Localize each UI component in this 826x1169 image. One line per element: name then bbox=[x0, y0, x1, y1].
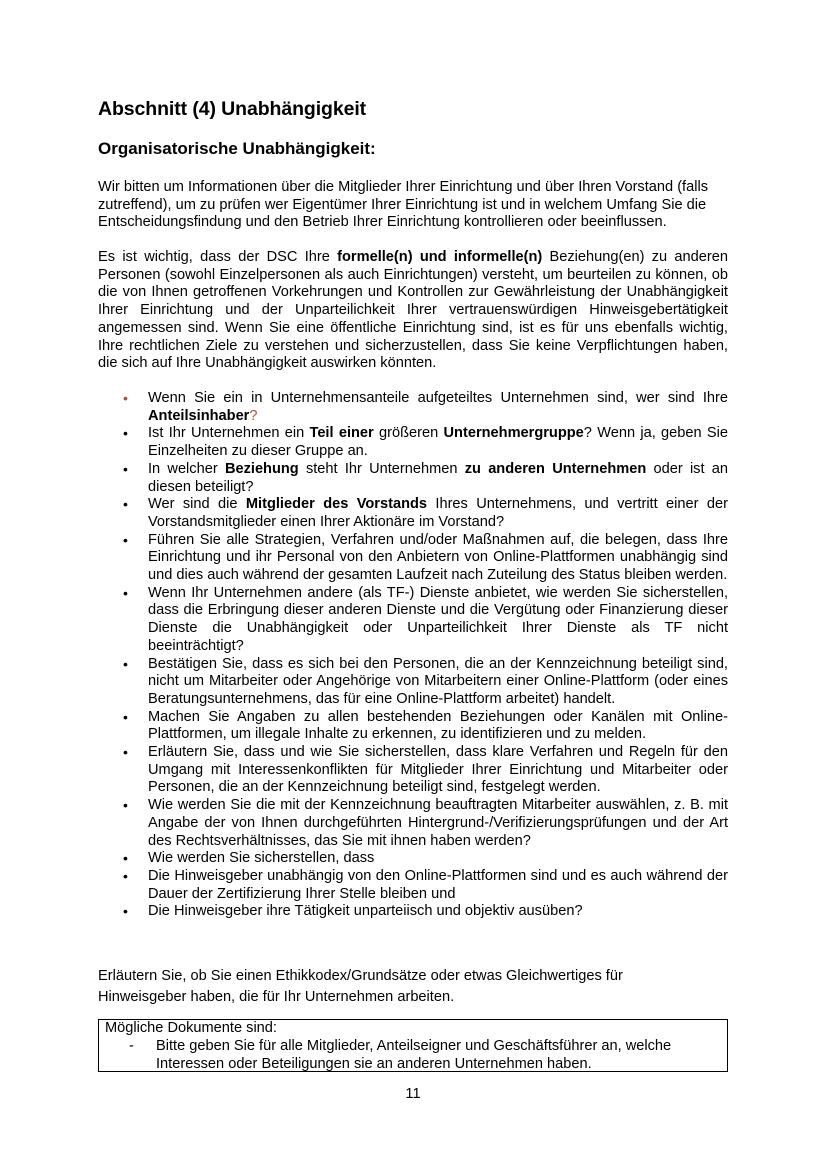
list-item bbox=[98, 496, 728, 531]
section-heading: Abschnitt (4) Unabhängigkeit bbox=[98, 98, 367, 120]
documents-box-header: Mögliche Dokumente sind: bbox=[105, 1020, 277, 1036]
list-item bbox=[98, 868, 728, 903]
bullet-icon: • bbox=[123, 496, 128, 513]
bullet-icon: • bbox=[123, 867, 128, 884]
possible-documents-box bbox=[98, 1019, 728, 1072]
list-item-text: größeren bbox=[373, 425, 444, 442]
bullet-icon: • bbox=[123, 744, 128, 761]
list-item-text: Ist Ihr Unternehmen ein bbox=[148, 425, 310, 442]
list-item-emphasis: Teil einer bbox=[309, 425, 374, 442]
list-item-text: ? bbox=[249, 407, 258, 424]
dash-bullet: - bbox=[129, 1038, 134, 1054]
list-item-text: Bestätigen Sie, dass es sich bei den Personen, die an der Kennzeichnung beteiligt sind, nicht um Mitarbeiter oder Angehörige von Mitarbeitern einer Online-Plattform (oder eines Beratungsunternehmens, das für eine Online-Plattform arbeitet) handelt. bbox=[148, 655, 728, 707]
list-item bbox=[98, 425, 728, 460]
bullet-icon: • bbox=[123, 903, 128, 920]
list-item bbox=[98, 709, 728, 744]
list-item-text: ? Wenn ja, geben Sie Einzelheiten zu dieser Gruppe an. bbox=[148, 425, 728, 460]
list-item-text: In welcher bbox=[148, 460, 225, 477]
list-item bbox=[98, 532, 728, 585]
bullet-icon: • bbox=[123, 708, 128, 725]
bullet-icon: • bbox=[123, 655, 128, 672]
list-item-text: Machen Sie Angaben zu allen bestehenden Beziehungen oder Kanälen mit Online-Plattformen, um illegale Inhalte zu erkennen, zu identifizieren und zu melden. bbox=[148, 708, 728, 743]
paragraph-text: Beziehung(en) zu anderen Personen (sowohl Einzelpersonen als auch Einrichtungen) versteht, um beurteilen zu können, ob die von Ihnen getroffenen Vorkehrungen und Kontrollen zur Gewährleistung der Unabhängigkeit Ihrer Einrichtung und der Unparteilichkeit Ihrer vertrauenswürdigen Hinweisgebertätigkeit angemessen sind. Wenn Sie eine öffentliche Einrichtung sind, ist es für uns ebenfalls wichtig, Ihre rechtlichen Ziele zu verstehen und sicherzustellen, dass Sie keine Verpflichtungen haben, die sich auf Ihre Unabhängigkeit auswirken könnten. bbox=[98, 249, 728, 372]
list-item-text: Die Hinweisgeber unabhängig von den Online-Plattformen sind und es auch während der Dauer der Zertifizierung Ihrer Stelle bleiben und bbox=[148, 867, 728, 902]
list-item-text: Wer sind die bbox=[148, 496, 246, 513]
list-item-text: Ihres Unternehmens, und vertritt einer der Vorstandsmitglieder einen Ihrer Aktionäre im Vorstand? bbox=[148, 496, 728, 530]
list-item bbox=[98, 390, 728, 425]
list-item-emphasis: Unternehmergruppe bbox=[443, 425, 584, 442]
list-item bbox=[98, 903, 728, 921]
list-item-text: Die Hinweisgeber ihre Tätigkeit unparteiisch und objektiv ausüben? bbox=[148, 903, 583, 920]
bullet-icon: • bbox=[123, 460, 128, 477]
list-item-emphasis: Mitglieder des Vorstands bbox=[245, 496, 428, 513]
bullet-icon: • bbox=[123, 531, 128, 548]
list-item bbox=[98, 797, 728, 850]
list-item-text: Erläutern Sie, dass und wie Sie sicherstellen, dass klare Verfahren und Regeln für den Umgang mit Interessenkonflikten für Mitglieder Ihrer Einrichtung und Mitarbeiter oder Personen, die an der Kennzeichnung beteiligt sind, festgelegt werden. bbox=[148, 744, 728, 796]
intro-paragraph: Wir bitten um Informationen über die Mitglieder Ihrer Einrichtung und über Ihren Vorstand (falls zutreffend), um zu prüfen wer Eigentümer Ihrer Einrichtung ist und in welchem Umfang Sie die Entscheidungsfindung und den Betrieb Ihrer Einrichtung kontrollieren oder beeinflussen. bbox=[98, 179, 709, 231]
list-item bbox=[98, 585, 728, 656]
bullet-icon: • bbox=[123, 584, 128, 601]
list-item-emphasis: zu anderen Unternehmen bbox=[464, 460, 647, 477]
bullet-icon: • bbox=[123, 850, 128, 867]
paragraph-line: Hinweisgeber haben, die für Ihr Unternehmen arbeiten. bbox=[98, 989, 455, 1005]
documents-box-item-text: Bitte geben Sie für alle Mitglieder, Anteilseigner und Geschäftsführer an, welche Interessen oder Beteiligungen sie an anderen Unternehmen haben. bbox=[156, 1038, 672, 1072]
list-item-text: Wie werden Sie sicherstellen, dass bbox=[148, 850, 375, 867]
paragraph-line: Erläutern Sie, ob Sie einen Ethikkodex/Grundsätze oder etwas Gleichwertiges für bbox=[98, 968, 623, 984]
bullet-icon: • bbox=[123, 425, 128, 442]
list-item-text: Wenn Ihr Unternehmen andere (als TF-) Dienste anbietet, wie werden Sie sicherstellen, dass die Erbringung dieser anderen Dienste und die Vergütung oder Finanzierung dieser Dienste die Unabhängigkeit oder Unparteilichkeit Ihrer Dienste als TF nicht beeinträchtigt? bbox=[148, 584, 728, 654]
bullet-icon: • bbox=[123, 797, 128, 814]
paragraph-text: Es ist wichtig, dass der DSC Ihre bbox=[98, 249, 338, 265]
page-number: 11 bbox=[405, 1086, 421, 1102]
list-item-emphasis: Anteilsinhaber bbox=[148, 407, 250, 424]
ethics-paragraph bbox=[98, 966, 728, 1008]
list-item-text: Wenn Sie ein in Unternehmensanteile aufgeteiltes Unternehmen sind, wer sind Ihre bbox=[148, 390, 728, 406]
bullet-icon: • bbox=[123, 390, 128, 406]
list-item-text: oder ist an diesen beteiligt? bbox=[148, 460, 728, 495]
list-item-text: Führen Sie alle Strategien, Verfahren und/oder Maßnahmen auf, die belegen, dass Ihre Einrichtung und ihr Personal von den Anbietern von Online-Plattformen unabhängig sind und dies auch während der gesamten Laufzeit nach Zuteilung des Status bleiben werden. bbox=[148, 531, 728, 584]
list-item bbox=[98, 744, 728, 797]
paragraph-emphasis: formelle(n) und informelle(n) bbox=[337, 249, 543, 265]
relationship-paragraph bbox=[98, 249, 728, 373]
question-list bbox=[98, 390, 728, 921]
list-item bbox=[98, 850, 728, 868]
list-item-text: steht Ihr Unternehmen bbox=[298, 460, 465, 477]
list-item-emphasis: Beziehung bbox=[224, 460, 299, 477]
list-item bbox=[98, 461, 728, 496]
subsection-heading: Organisatorische Unabhängigkeit: bbox=[98, 139, 376, 158]
list-item-text: Wie werden Sie die mit der Kennzeichnung beauftragten Mitarbeiter auswählen, z. B. mit Angabe der von Ihnen durchgeführten Hintergrund-/Verifizierungsprüfungen und der Art des Rechtsverhältnisses, das Sie mit ihnen haben werden? bbox=[148, 797, 728, 849]
list-item bbox=[98, 656, 728, 709]
